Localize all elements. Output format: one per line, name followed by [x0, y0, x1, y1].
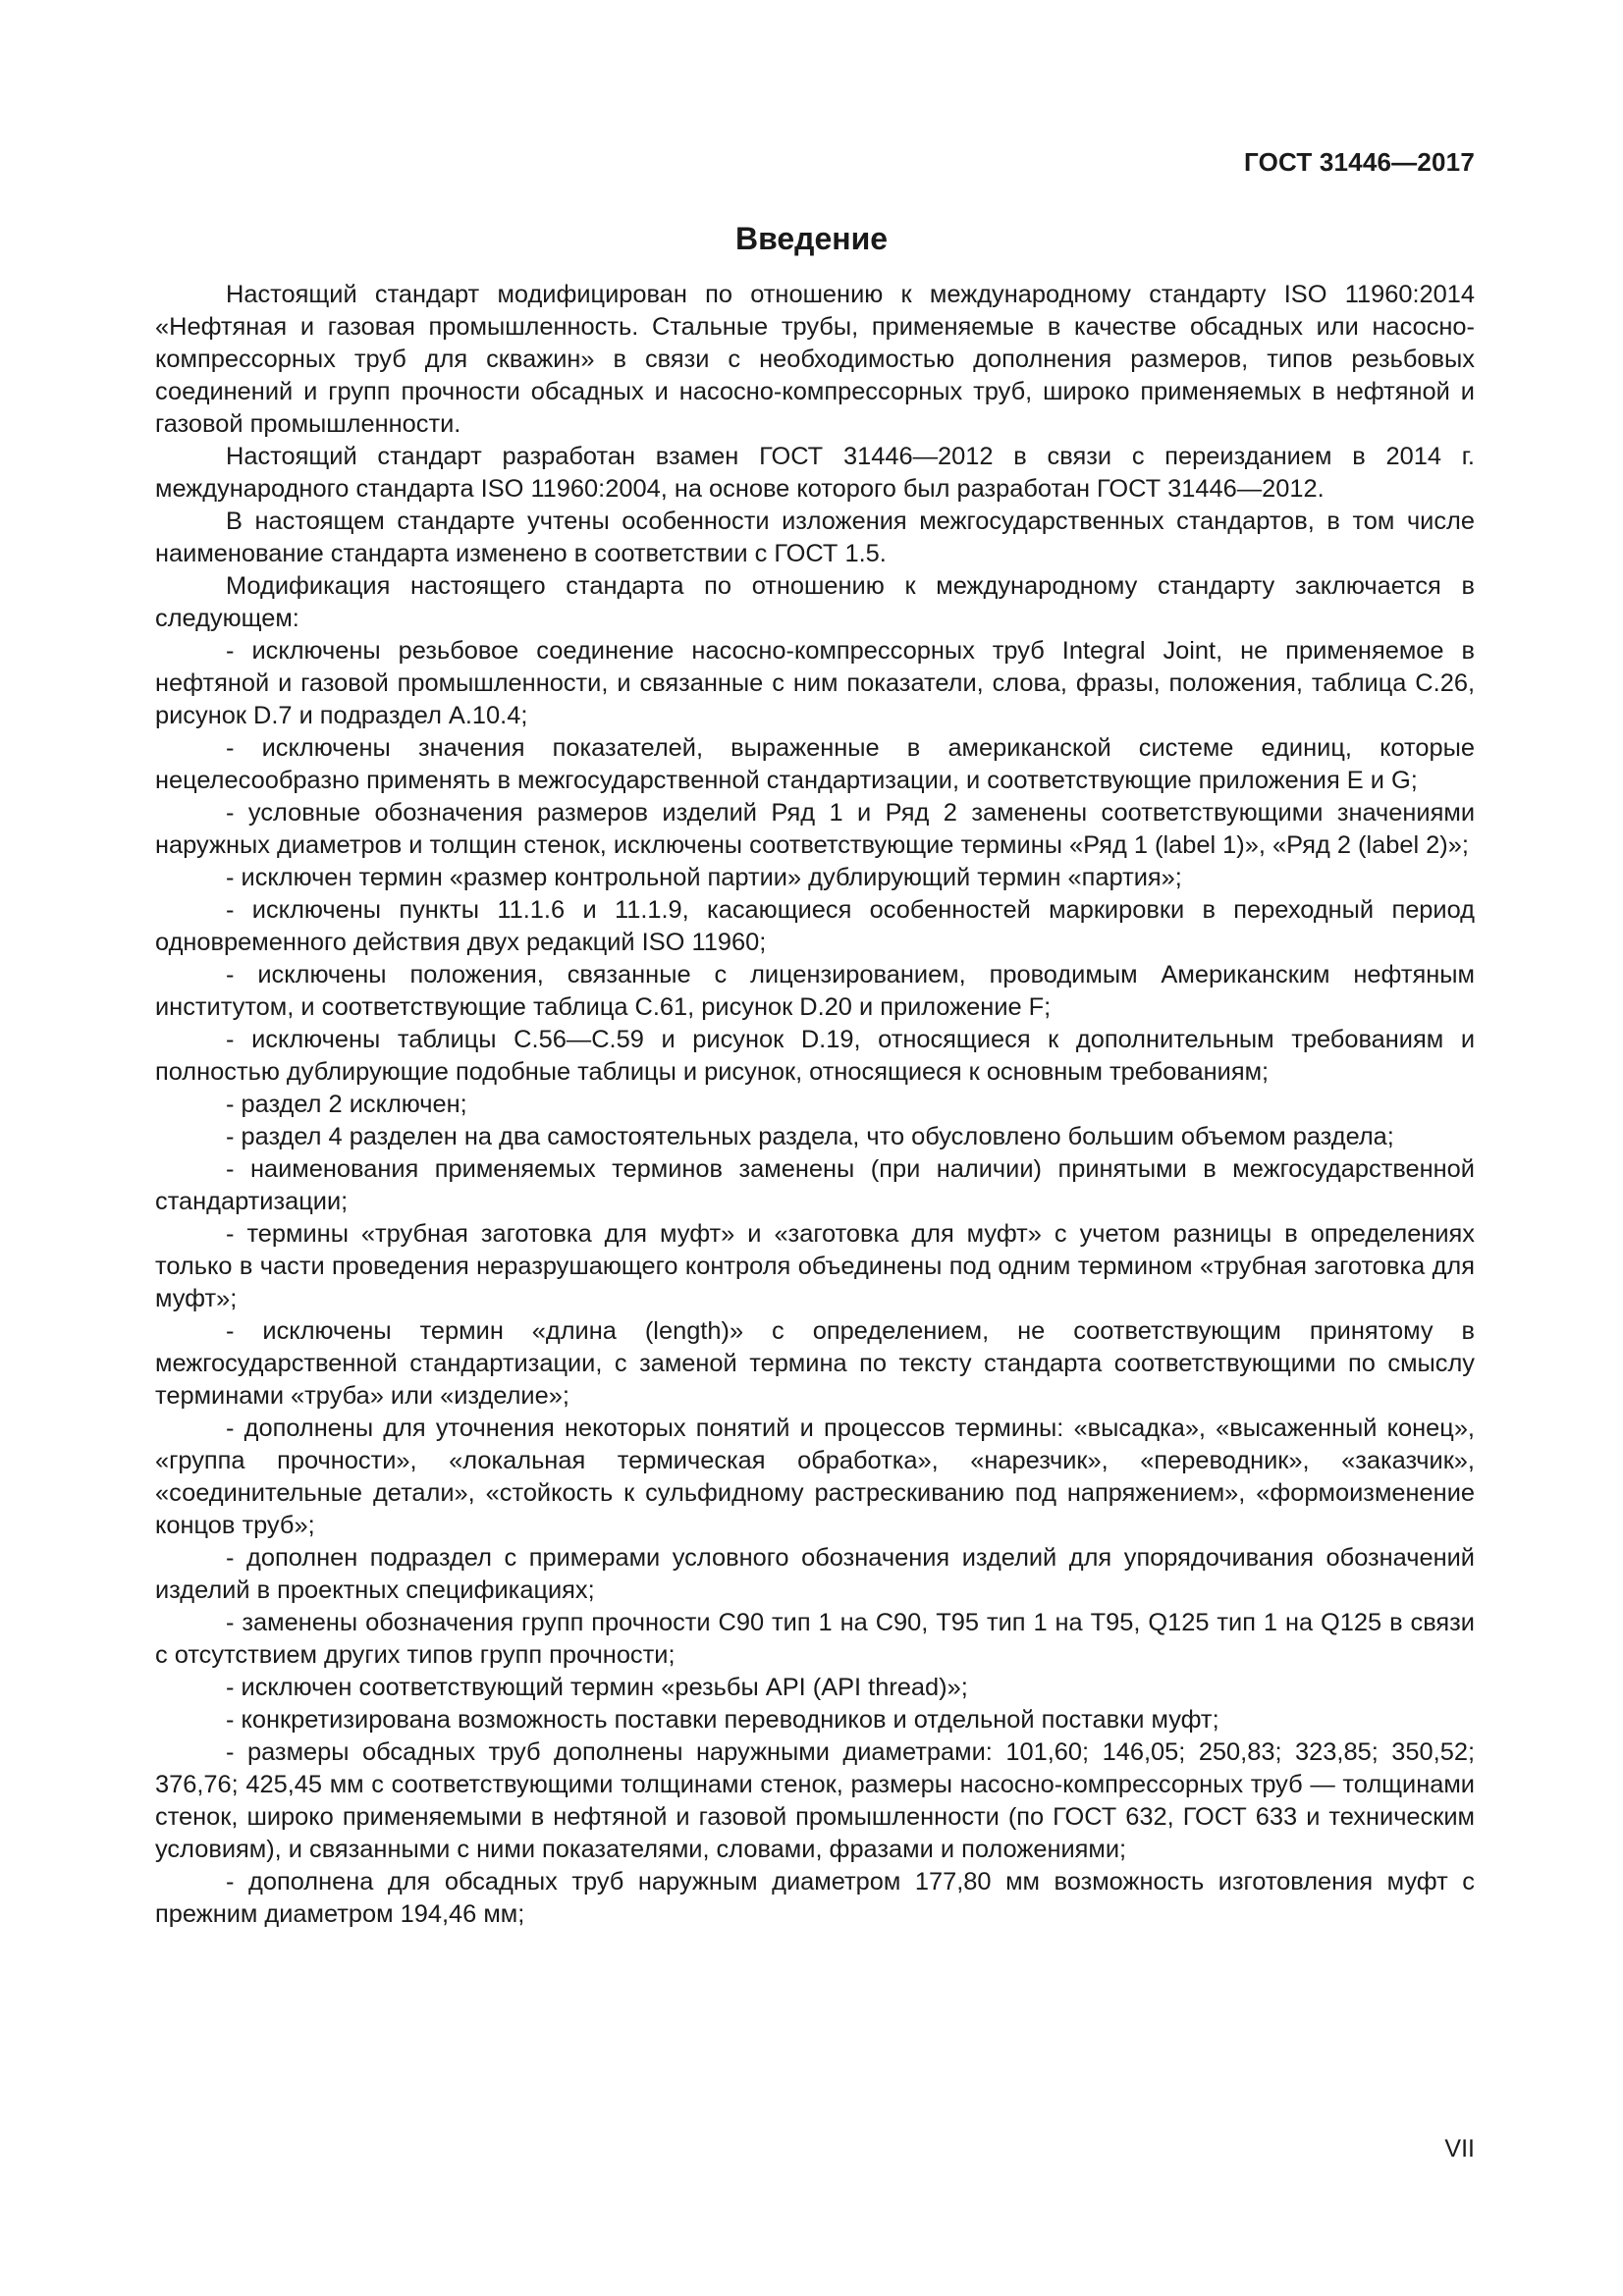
list-item: - раздел 4 разделен на два самостоятельных раздела, что обусловлено большим объемом раздела;	[226, 1123, 1394, 1150]
list-item: - дополнен подраздел с примерами условного обозначения изделий для упорядочивания обозначений изделий в проектных спецификациях;	[155, 1544, 1475, 1604]
list-item: - исключены пункты 11.1.6 и 11.1.9, касающиеся особенностей маркировки в переходный период одновременного действия двух редакций ISO 11960;	[155, 896, 1475, 956]
list-item: - исключены значения показателей, выраженные в американской системе единиц, которые нецелесообразно применять в межгосударственной стандартизации, и соответствующие приложения Е и G;	[155, 734, 1475, 794]
document-id-header: ГОСТ 31446—2017	[1244, 147, 1475, 177]
list-item: - исключен соответствующий термин «резьбы API (API thread)»;	[226, 1674, 968, 1701]
list-item: - условные обозначения размеров изделий Ряд 1 и Ряд 2 заменены соответствующими значениями наружных диаметров и толщин стенок, исключены соответствующие термины «Ряд 1 (label 1)», «Ряд 2 (label 2)»;	[155, 799, 1475, 859]
list-item: - раздел 2 исключен;	[226, 1091, 467, 1118]
list-item: - исключен термин «размер контрольной партии» дублирующий термин «партия»;	[226, 864, 1182, 891]
list-item: - исключены таблицы С.56—С.59 и рисунок D.19, относящиеся к дополнительным требованиям и полностью дублирующие подобные таблицы и рисунок, относящиеся к основным требованиям;	[155, 1026, 1475, 1086]
section-title: Введение	[734, 221, 889, 256]
page-number: VII	[1444, 2135, 1475, 2163]
paragraph: Модификация настоящего стандарта по отношению к международному стандарту заключается в следующем:	[155, 572, 1475, 632]
paragraph: Настоящий стандарт модифицирован по отношению к международному стандарту ISO 11960:2014 «Нефтяная и газовая промышленность. Стальные трубы, применяемые в качестве обсадных или насосно-компрессорных труб для скважин» в связи с необходимостью дополнения размеров, типов резьбовых соединений и групп прочности обсадных и насосно-компрессорных труб, широко применяемых в нефтяной и газовой промышленности.	[155, 281, 1475, 438]
list-item: - исключены резьбовое соединение насосно-компрессорных труб Integral Joint, не применяемое в нефтяной и газовой промышленности, и связанные с ним показатели, слова, фразы, положения, таблица С.26, рисунок D.7 и подраздел А.10.4;	[155, 637, 1475, 729]
list-item: - термины «трубная заготовка для муфт» и «заготовка для муфт» с учетом разницы в определениях только в части проведения неразрушающего контроля объединены под одним термином «трубная заготовка для муфт»;	[155, 1220, 1475, 1312]
list-item: - наименования применяемых терминов заменены (при наличии) принятыми в межгосударственной стандартизации;	[155, 1155, 1475, 1215]
list-item: - дополнена для обсадных труб наружным диаметром 177,80 мм возможность изготовления муфт с прежним диаметром 194,46 мм;	[155, 1868, 1475, 1928]
paragraph: В настоящем стандарте учтены особенности изложения межгосударственных стандартов, в том числе наименование стандарта изменено в соответствии с ГОСТ 1.5.	[155, 507, 1475, 567]
paragraph: Настоящий стандарт разработан взамен ГОСТ 31446—2012 в связи с переизданием в 2014 г. международного стандарта ISO 11960:2004, на основе которого был разработан ГОСТ 31446—2012.	[155, 443, 1475, 503]
list-item: - конкретизирована возможность поставки переводников и отдельной поставки муфт;	[226, 1706, 1219, 1734]
list-item: - заменены обозначения групп прочности С90 тип 1 на С90, Т95 тип 1 на Т95, Q125 тип 1 на Q125 в связи с отсутствием других типов групп прочности;	[155, 1609, 1475, 1669]
list-item: - дополнены для уточнения некоторых понятий и процессов термины: «высадка», «высаженный конец», «группа прочности», «локальная термическая обработка», «нарезчик», «переводник», «заказчик», «соединительные детали», «стойкость к сульфидному растрескиванию под напряжением», «формоизменение концов труб»;	[155, 1415, 1475, 1539]
list-item: - исключены положения, связанные с лицензированием, проводимым Американским нефтяным институтом, и соответствующие таблица С.61, рисунок D.20 и приложение F;	[155, 961, 1475, 1021]
list-item: - размеры обсадных труб дополнены наружными диаметрами: 101,60; 146,05; 250,83; 323,85; 350,52; 376,76; 425,45 мм с соответствующими толщинами стенок, размеры насосно-компрессорных труб — толщинами стенок, широко применяемыми в нефтяной и газовой промышленности (по ГОСТ 632, ГОСТ 633 и техническим условиям), и связанными с ними показателями, словами, фразами и положениями;	[155, 1738, 1475, 1863]
body-text	[155, 279, 1475, 1931]
list-item: - исключены термин «длина (length)» с определением, не соответствующим принятому в межгосударственной стандартизации, с заменой термина по тексту стандарта соответствующими по смыслу терминами «труба» или «изделие»;	[155, 1317, 1475, 1410]
